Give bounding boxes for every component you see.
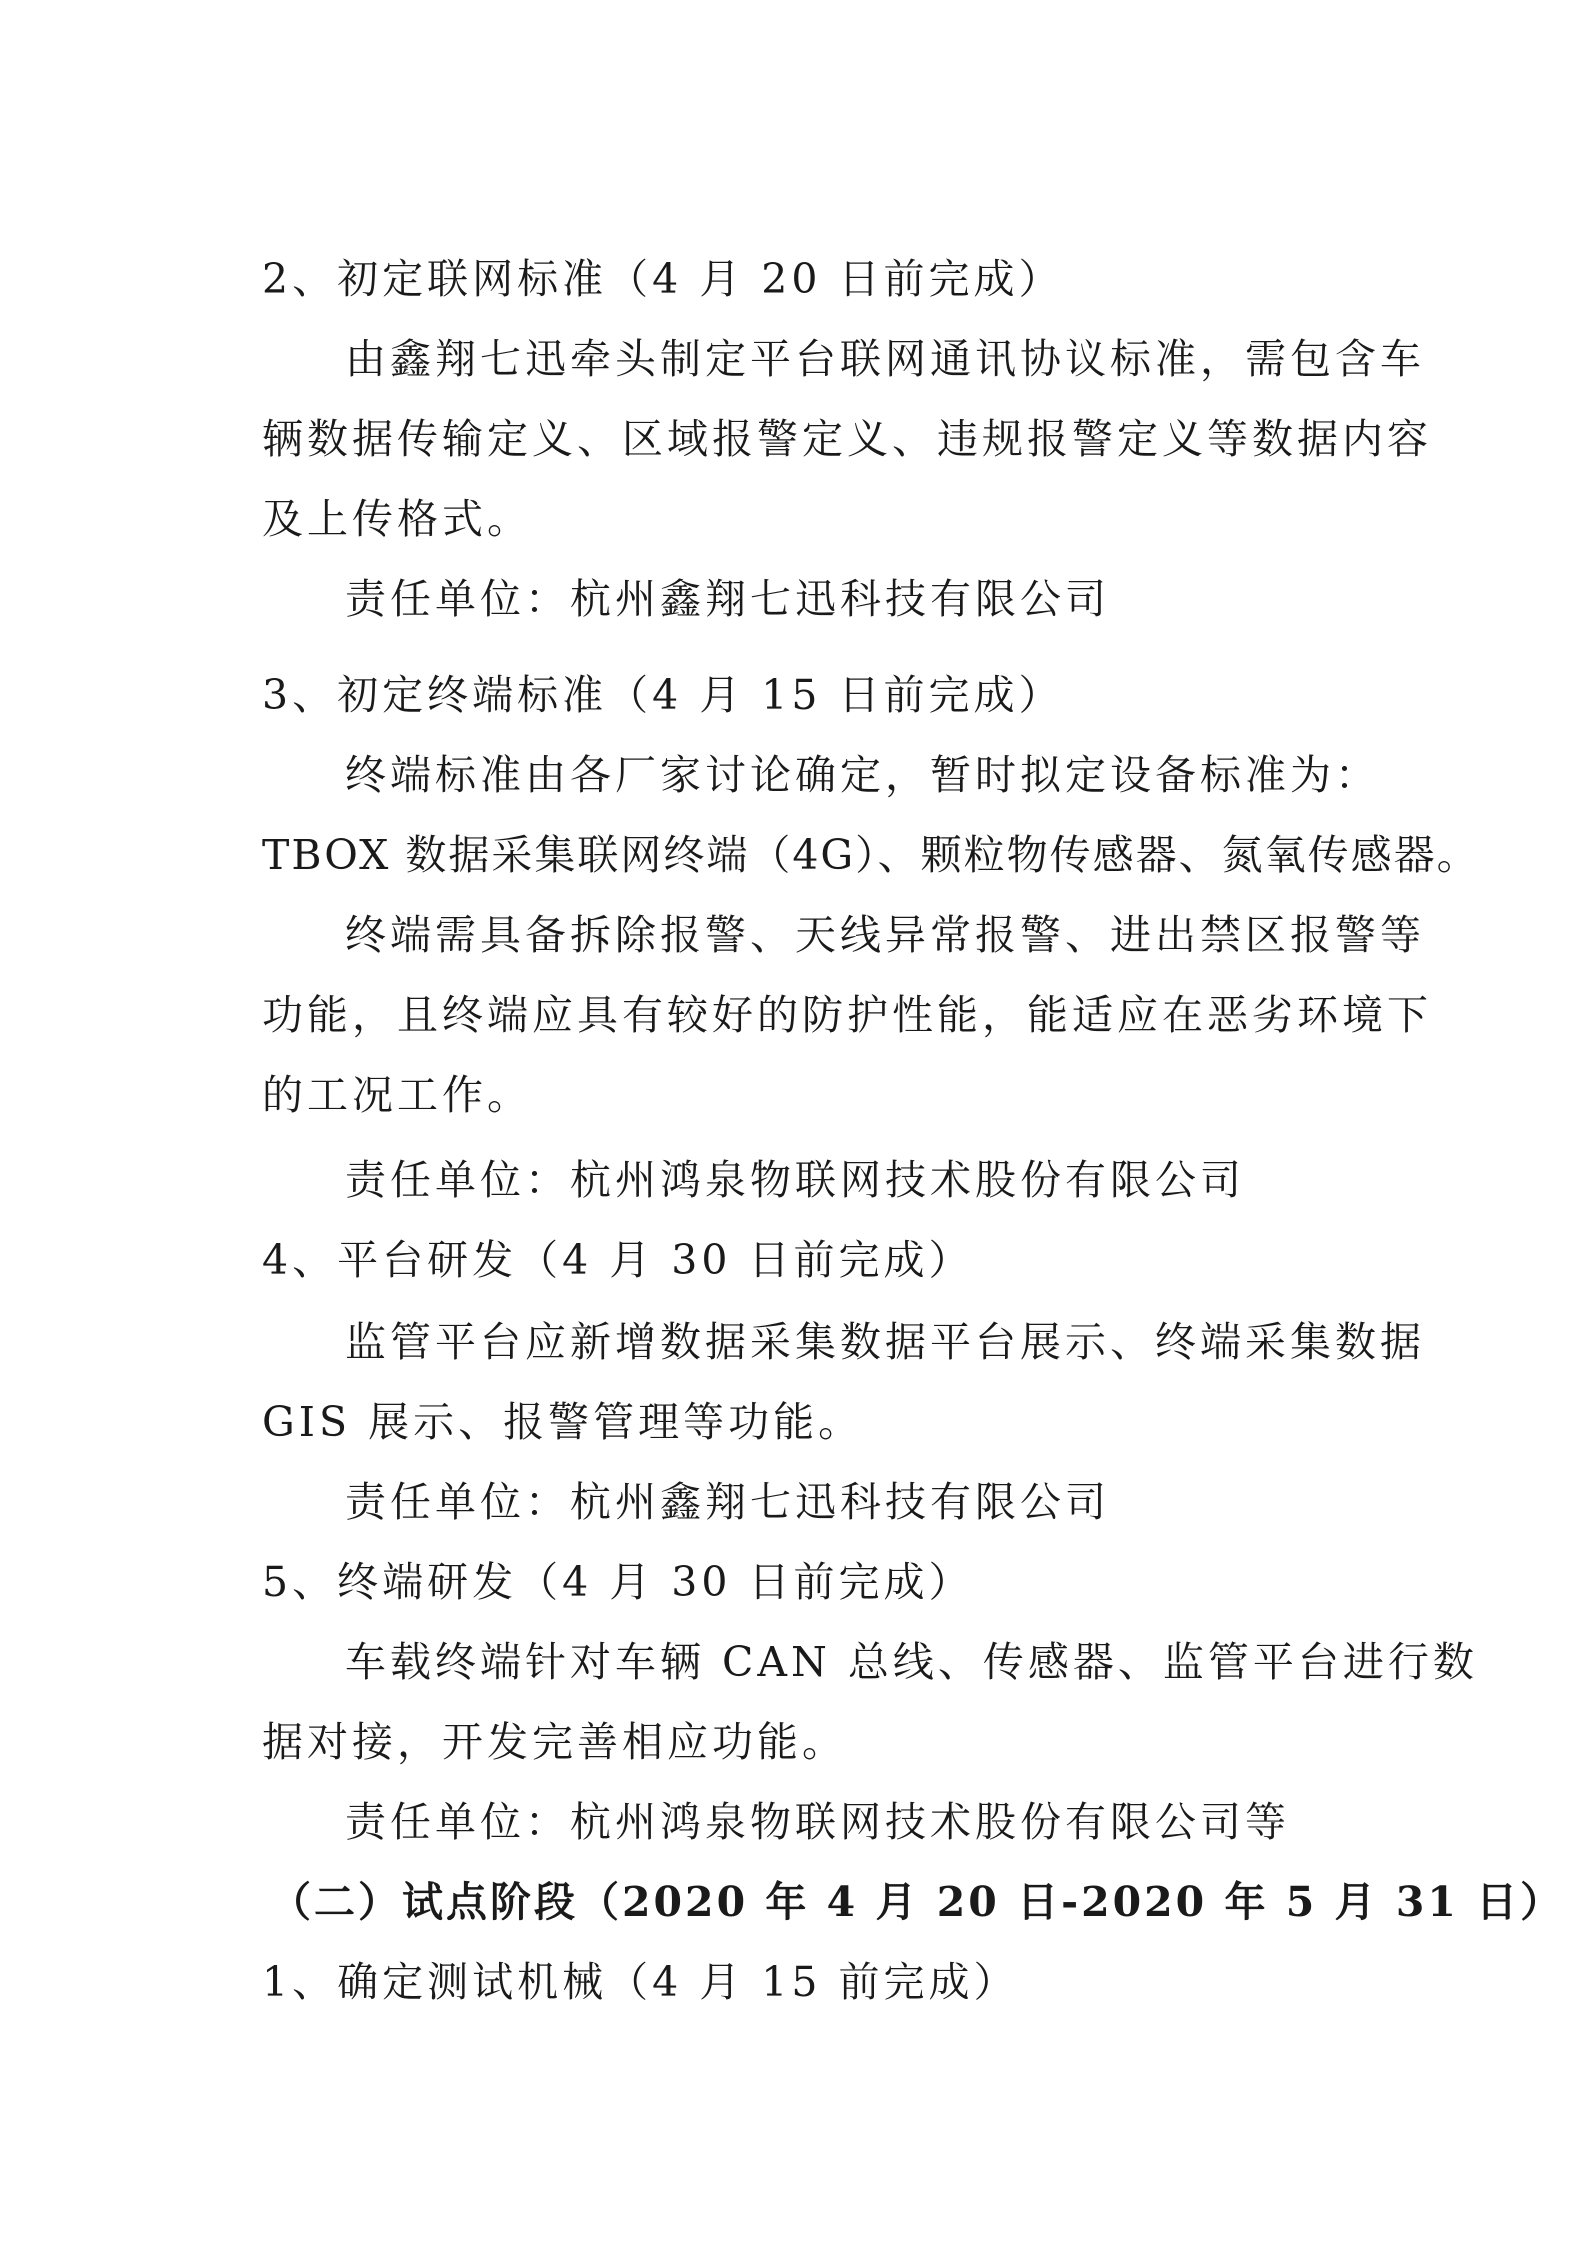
section-heading-test-machinery: 1、确定测试机械（4 月 15 前完成） xyxy=(262,1958,1019,2006)
paragraph-line: 终端需具备拆除报警、天线异常报警、进出禁区报警等 xyxy=(345,911,1425,959)
paragraph-line: 辆数据传输定义、区域报警定义、违规报警定义等数据内容 xyxy=(262,415,1432,463)
responsible-unit-line: 责任单位：杭州鑫翔七迅科技有限公司 xyxy=(345,1478,1110,1526)
responsible-unit-line: 责任单位：杭州鸿泉物联网技术股份有限公司等 xyxy=(345,1798,1290,1846)
paragraph-line: GIS 展示、报警管理等功能。 xyxy=(262,1398,864,1446)
paragraph-line: TBOX 数据采集联网终端（4G）、颗粒物传感器、氮氧传感器。 xyxy=(262,831,1480,879)
section-heading-terminal-dev: 5、终端研发（4 月 30 日前完成） xyxy=(262,1558,974,1606)
paragraph-line: 据对接，开发完善相应功能。 xyxy=(262,1718,847,1766)
paragraph-line: 终端标准由各厂家讨论确定，暂时拟定设备标准为： xyxy=(345,751,1380,799)
responsible-unit-line: 责任单位：杭州鑫翔七迅科技有限公司 xyxy=(345,575,1110,623)
paragraph-line: 的工况工作。 xyxy=(262,1071,532,1119)
paragraph-line: 车载终端针对车辆 CAN 总线、传感器、监管平台进行数 xyxy=(345,1638,1478,1686)
stage-heading-pilot: （二）试点阶段（2020 年 4 月 20 日-2020 年 5 月 31 日） xyxy=(270,1878,1565,1926)
paragraph-line: 由鑫翔七迅牵头制定平台联网通讯协议标准，需包含车 xyxy=(345,335,1425,383)
section-heading-platform-dev: 4、平台研发（4 月 30 日前完成） xyxy=(262,1236,974,1284)
responsible-unit-line: 责任单位：杭州鸿泉物联网技术股份有限公司 xyxy=(345,1156,1245,1204)
paragraph-line: 及上传格式。 xyxy=(262,495,532,543)
section-heading-terminal-standard: 3、初定终端标准（4 月 15 日前完成） xyxy=(262,671,1064,719)
section-heading-networking-standard: 2、初定联网标准（4 月 20 日前完成） xyxy=(262,255,1064,303)
paragraph-line: 功能，且终端应具有较好的防护性能，能适应在恶劣环境下 xyxy=(262,991,1432,1039)
paragraph-line: 监管平台应新增数据采集数据平台展示、终端采集数据 xyxy=(345,1318,1425,1366)
